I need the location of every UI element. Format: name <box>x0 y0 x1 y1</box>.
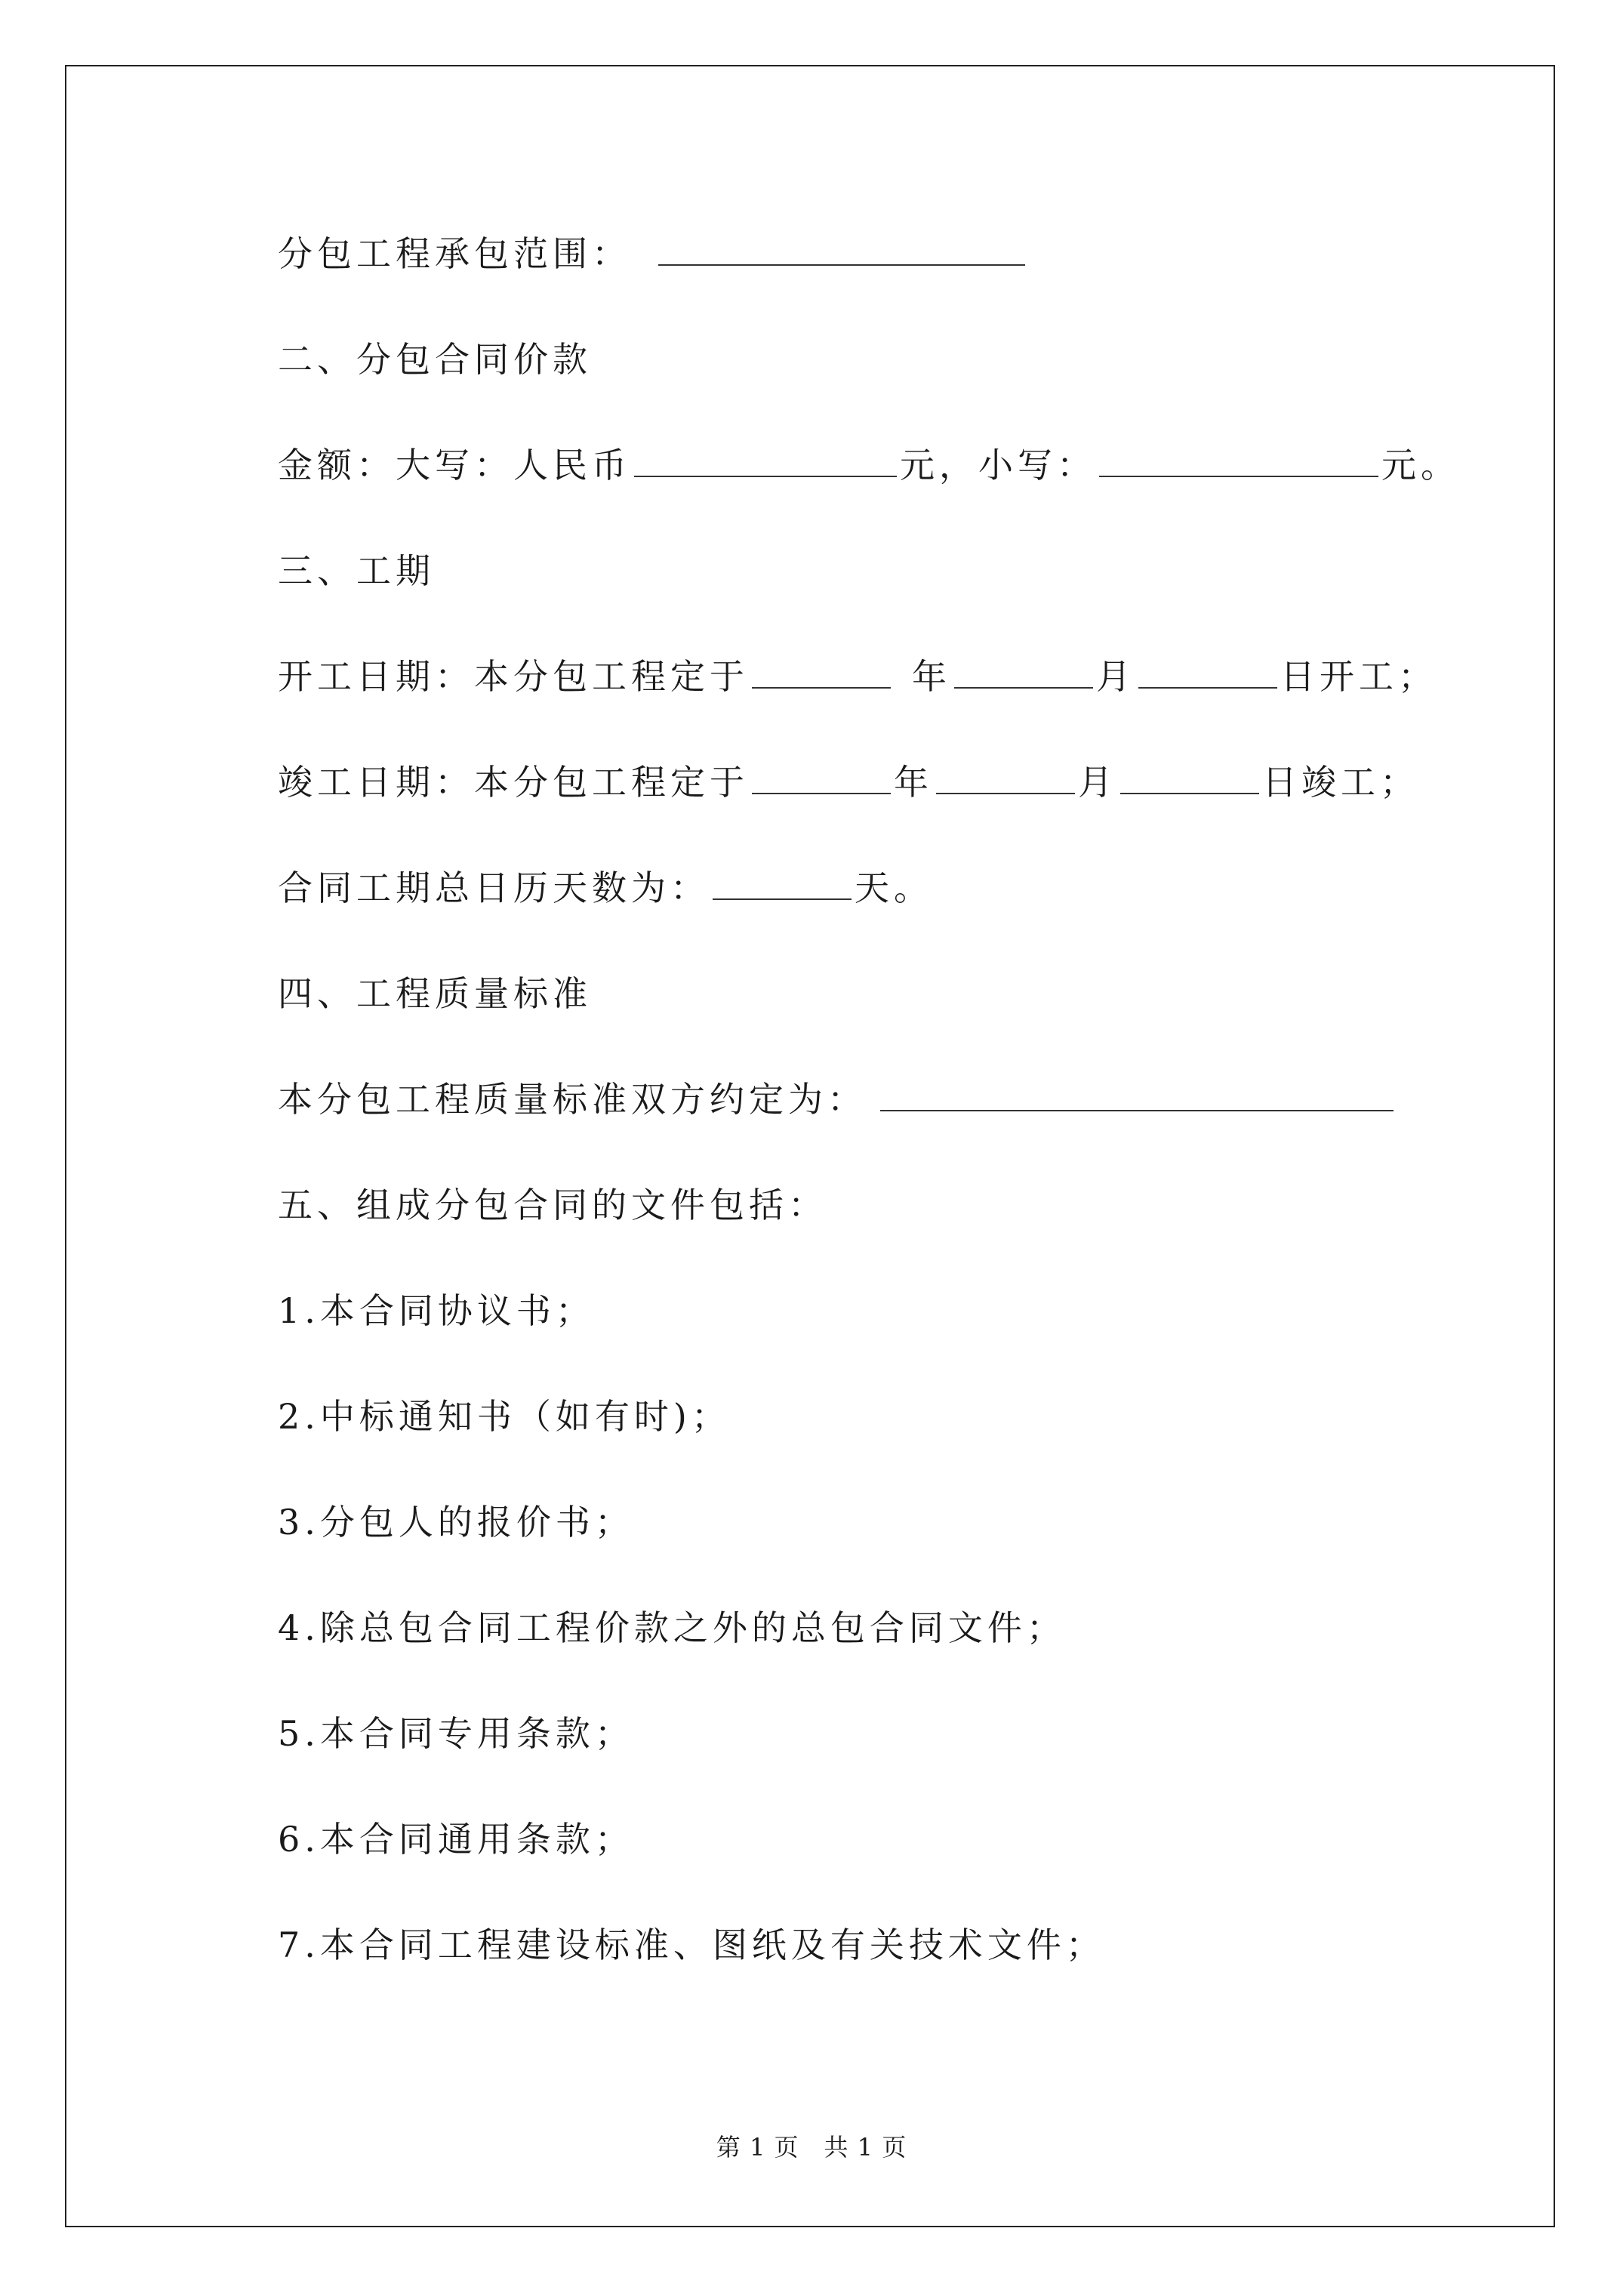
completion-day-blank-field[interactable] <box>1120 760 1259 794</box>
amount-yuan-end-label: 元。 <box>1381 445 1460 485</box>
amount-label: 金额：大写：人民币 <box>278 445 631 485</box>
duration-end-label: 天。 <box>855 868 933 908</box>
start-year-label: 年 <box>912 656 951 697</box>
completion-day-label: 日竣工； <box>1262 762 1419 803</box>
list-item: 4.除总包合同工程价款之外的总包合同文件； <box>278 1607 1066 1648</box>
page-frame <box>65 65 1555 2227</box>
completion-year-label: 年 <box>894 762 933 803</box>
list-item: 6.本合同通用条款； <box>278 1819 634 1860</box>
start-month-label: 月 <box>1096 656 1135 697</box>
quality-label: 本分包工程质量标准双方约定为： <box>278 1079 867 1120</box>
start-month-blank-field[interactable] <box>954 654 1093 689</box>
start-date-line <box>278 654 1437 699</box>
amount-words-blank-field[interactable] <box>634 442 897 477</box>
completion-date-label: 竣工日期：本分包工程定于 <box>278 762 749 803</box>
start-year-blank-field[interactable] <box>752 654 891 689</box>
page-footer: 第 1 页 共 1 页 <box>716 2133 907 2162</box>
quality-line <box>278 1077 1397 1122</box>
section-heading-schedule: 三、工期 <box>278 550 435 591</box>
quality-standard-blank-field[interactable] <box>880 1077 1394 1111</box>
list-item: 5.本合同专用条款； <box>278 1713 634 1754</box>
start-day-blank-field[interactable] <box>1138 654 1277 689</box>
scope-line <box>278 231 1028 276</box>
duration-days-blank-field[interactable] <box>713 865 852 900</box>
scope-blank-field[interactable] <box>658 231 1025 266</box>
start-date-label: 开工日期：本分包工程定于 <box>278 656 749 697</box>
completion-month-label: 月 <box>1078 762 1117 803</box>
list-item: 1.本合同协议书； <box>278 1290 595 1331</box>
amount-figures-blank-field[interactable] <box>1099 442 1378 477</box>
duration-label: 合同工期总日历天数为： <box>278 868 710 908</box>
completion-date-line <box>278 760 1419 805</box>
section-heading-documents: 五、组成分包合同的文件包括： <box>278 1185 827 1225</box>
amount-yuan-small-label: 元，小写： <box>900 445 1096 485</box>
list-item: 2.中标通知书（如有时)； <box>278 1396 731 1437</box>
list-item: 3.分包人的报价书； <box>278 1502 634 1542</box>
section-heading-price: 二、分包合同价款 <box>278 339 592 380</box>
start-day-label: 日开工； <box>1280 656 1437 697</box>
scope-label: 分包工程承包范围： <box>278 233 631 274</box>
completion-month-blank-field[interactable] <box>936 760 1075 794</box>
list-item: 7.本合同工程建设标准、图纸及有关技术文件； <box>278 1925 1105 1965</box>
amount-line <box>278 442 1460 488</box>
section-heading-quality: 四、工程质量标准 <box>278 973 592 1014</box>
completion-year-blank-field[interactable] <box>752 760 891 794</box>
duration-line <box>278 865 933 911</box>
